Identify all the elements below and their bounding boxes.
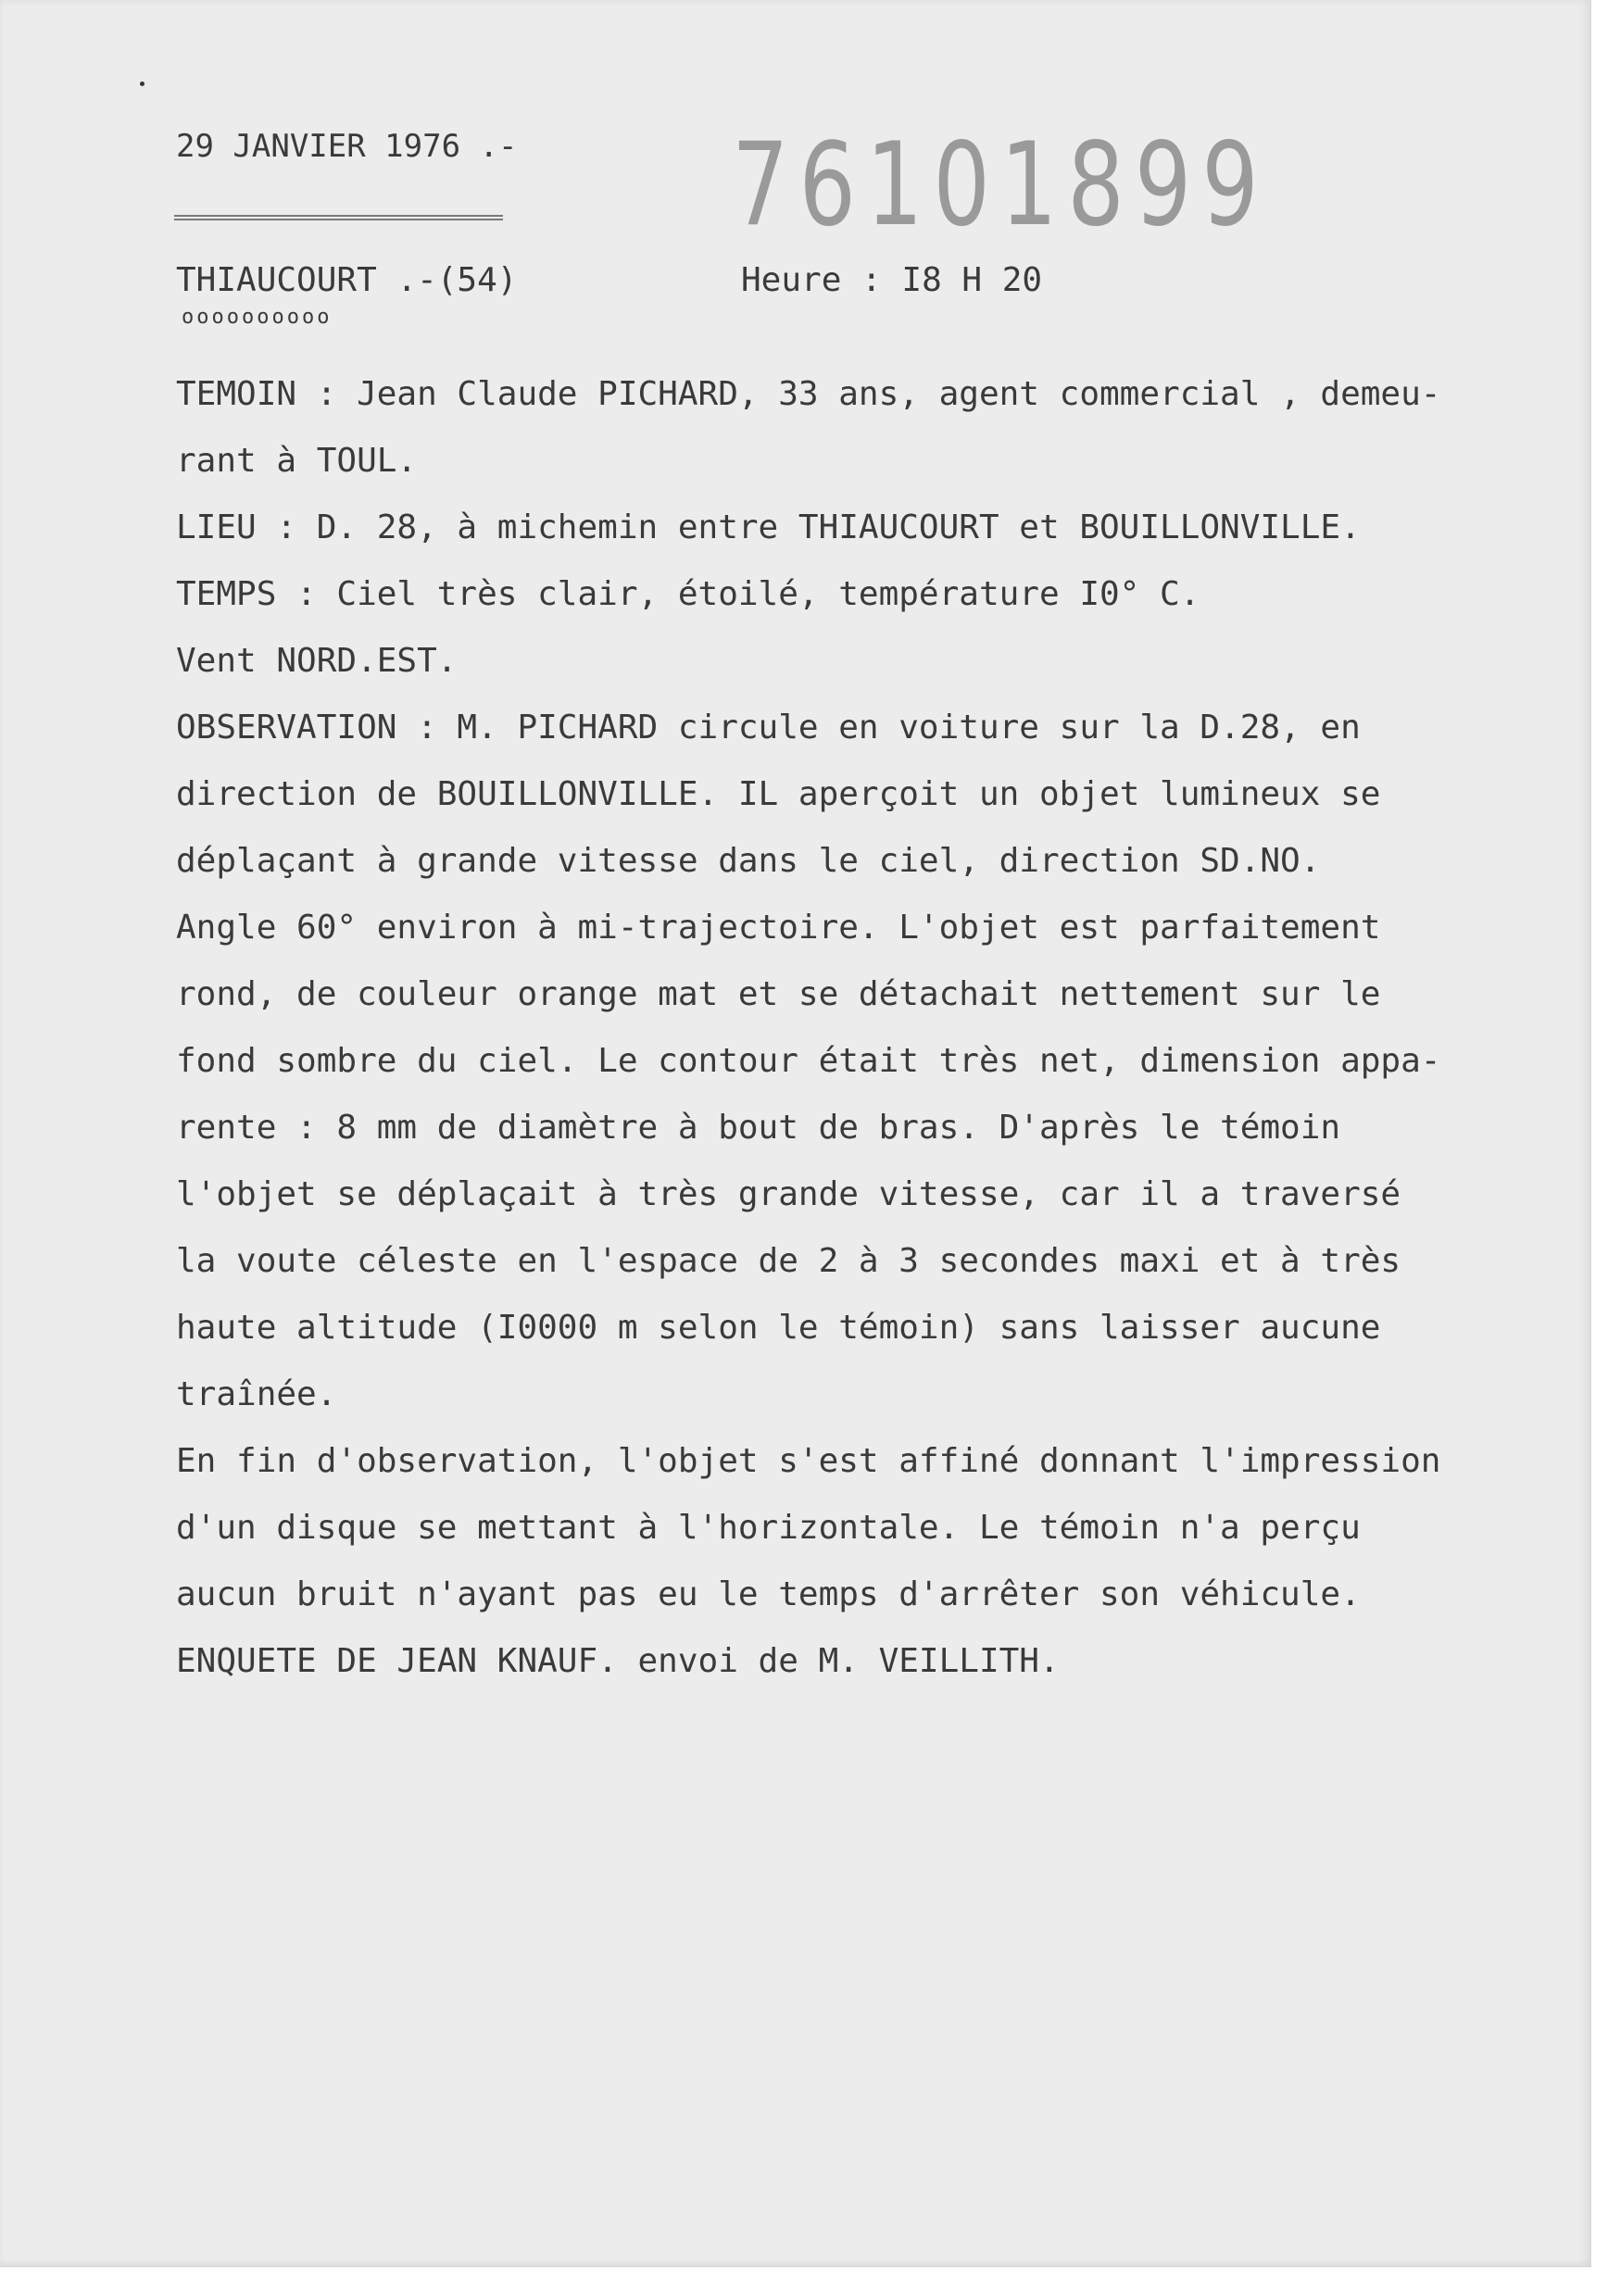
file-number-stamp: 76101899 xyxy=(732,119,1269,252)
body-line: déplaçant à grande vitesse dans le ciel, direction SD.NO. xyxy=(176,842,1321,880)
body-line: la voute céleste en l'espace de 2 à 3 secondes maxi et à très xyxy=(176,1242,1401,1280)
body-line: En fin d'observation, l'objet s'est affiné donnant l'impression xyxy=(176,1442,1441,1480)
body-line: LIEU : D. 28, à michemin entre THIAUCOURT et BOUILLONVILLE. xyxy=(176,508,1361,546)
observation-hour: Heure : I8 H 20 xyxy=(741,261,1043,299)
report-date: 29 JANVIER 1976 .- xyxy=(176,128,518,165)
body-line: direction de BOUILLONVILLE. IL aperçoit un objet lumineux se xyxy=(176,775,1381,813)
report-body xyxy=(176,361,1556,1695)
paper-mark xyxy=(140,82,145,86)
body-line: l'objet se déplaçait à très grande vitesse, car il a traversé xyxy=(176,1175,1401,1213)
body-line: rond, de couleur orange mat et se détachait nettement sur le xyxy=(176,975,1381,1013)
body-line: Angle 60° environ à mi-trajectoire. L'objet est parfaitement xyxy=(176,909,1381,947)
body-line: Vent NORD.EST. xyxy=(176,642,458,680)
body-line: traînée. xyxy=(176,1375,337,1413)
body-line: TEMPS : Ciel très clair, étoilé, température I0° C. xyxy=(176,575,1200,613)
body-line: aucun bruit n'ayant pas eu le temps d'arrêter son véhicule. xyxy=(176,1575,1361,1613)
body-line: OBSERVATION : M. PICHARD circule en voiture sur la D.28, en xyxy=(176,709,1361,747)
body-line: ENQUETE DE JEAN KNAUF. envoi de M. VEILLITH. xyxy=(176,1642,1060,1680)
body-line: TEMOIN : Jean Claude PICHARD, 33 ans, agent commercial , demeu- xyxy=(176,375,1441,413)
body-line: haute altitude (I0000 m selon le témoin) sans laisser aucune xyxy=(176,1309,1381,1347)
location-heading: THIAUCOURT .-(54) xyxy=(176,261,518,299)
body-line: rant à TOUL. xyxy=(176,442,418,480)
date-underline xyxy=(174,215,503,220)
body-line: rente : 8 mm de diamètre à bout de bras. D'après le témoin xyxy=(176,1109,1341,1147)
body-line: fond sombre du ciel. Le contour était très net, dimension appa- xyxy=(176,1042,1441,1080)
body-line: d'un disque se mettant à l'horizontale. Le témoin n'a perçu xyxy=(176,1509,1361,1547)
location-underline: oooooooooo xyxy=(182,306,333,329)
